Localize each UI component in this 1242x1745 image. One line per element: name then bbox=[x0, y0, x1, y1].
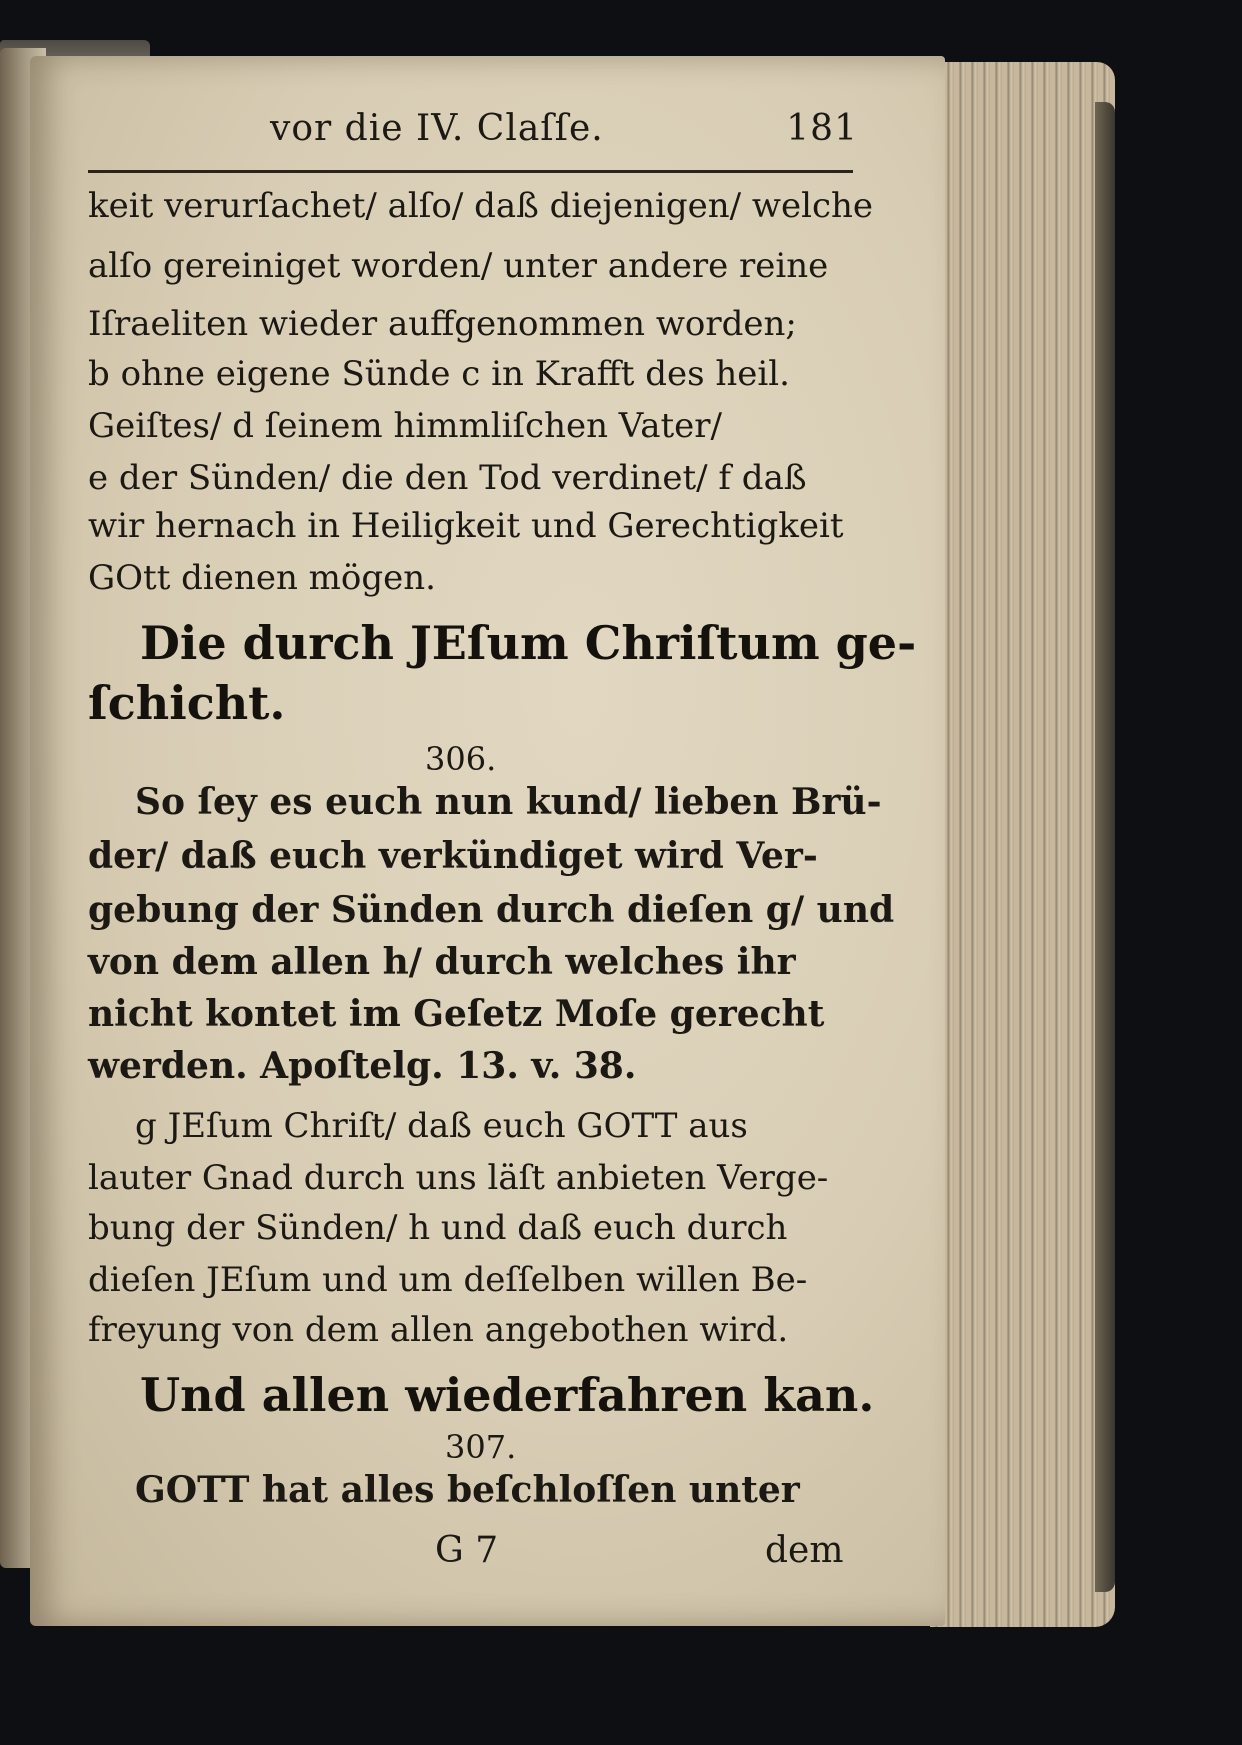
running-title: vor die IV. Claſſe. bbox=[270, 108, 604, 149]
gloss-line: g JEſum Chriſt/ daß euch GOTT aus bbox=[135, 1106, 748, 1146]
gloss-line: lauter Gnad durch uns läſt anbieten Verge- bbox=[88, 1158, 829, 1198]
page-edges-stack bbox=[930, 62, 1115, 1627]
verse-line: So ſey es euch nun kund/ lieben Brü- bbox=[135, 781, 882, 823]
verse-line: gebung der Sünden durch dieſen g/ und bbox=[88, 889, 895, 931]
text-line: GOtt dienen mögen. bbox=[88, 558, 436, 598]
signature-mark: G 7 bbox=[435, 1530, 499, 1571]
text-line: e der Sünden/ die den Tod verdinet/ f daß bbox=[88, 458, 807, 498]
text-line: wir hernach in Heiligkeit und Gerechtigkeit bbox=[88, 506, 844, 546]
gloss-line: bung der Sünden/ h und daß euch durch bbox=[88, 1208, 788, 1248]
text-line: keit verurſachet/ alſo/ daß diejenigen/ welche bbox=[88, 186, 874, 226]
page-number: 181 bbox=[786, 108, 858, 149]
section-heading: Und allen wiederfahren kan. bbox=[140, 1368, 875, 1422]
text-line: alſo gereiniget worden/ unter andere reine bbox=[88, 246, 829, 286]
verse-line: von dem allen h/ durch welches ihr bbox=[88, 941, 796, 983]
running-header bbox=[270, 108, 870, 158]
section-heading-continued: ſchicht. bbox=[88, 676, 286, 730]
verse-number: 306. bbox=[425, 740, 497, 778]
header-rule bbox=[88, 170, 853, 173]
catchword: dem bbox=[765, 1530, 844, 1571]
verse-line: nicht kontet im Geſetz Moſe gerecht bbox=[88, 993, 825, 1035]
section-heading: Die durch JEſum Chriſtum ge- bbox=[140, 616, 917, 670]
verse-line: der/ daß euch verkündiget wird Ver- bbox=[88, 835, 818, 877]
verse-line: GOTT hat alles beſchloſſen unter bbox=[135, 1469, 800, 1511]
verse-line: werden. Apoſtelg. 13. v. 38. bbox=[88, 1045, 637, 1087]
gloss-line: dieſen JEſum und um deſſelben willen Be- bbox=[88, 1260, 808, 1300]
text-line: Geiſtes/ d ſeinem himmliſchen Vater/ bbox=[88, 406, 722, 446]
gloss-line: freyung von dem allen angebothen wird. bbox=[88, 1310, 789, 1350]
text-line: b ohne eigene Sünde c in Krafft des heil. bbox=[88, 354, 790, 394]
verse-number: 307. bbox=[445, 1428, 517, 1466]
text-line: Iſraeliten wieder auffgenommen worden; bbox=[88, 304, 797, 344]
